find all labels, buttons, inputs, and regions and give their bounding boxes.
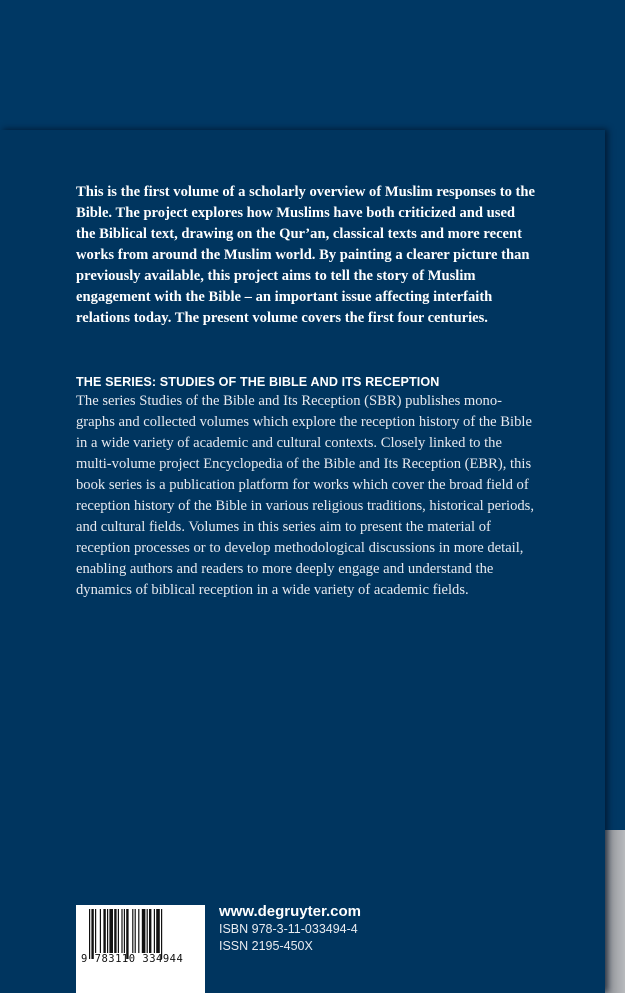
barcode [76, 905, 205, 993]
series-heading: THE SERIES: STUDIES OF THE BIBLE AND ITS RECEPTION [76, 375, 440, 389]
publisher-info [219, 903, 361, 955]
series-description: The series Studies of the Bible and Its Reception (SBR) publishes mono-graphs and collected volumes which explore the reception history of the Bible in a wide variety of academic and cultural contexts. Closely linked to the multi-volume project Encyclopedia of the Bible and Its Reception (EBR), this book series is a publication platform for works which cover the broad field of reception history of the Bible in various religious traditions, historical periods, and cultural fields. Volumes in this series aim to present the material of reception processes or to develop methodological discussions in more detail, enabling authors and readers to more deeply engage and understand the dynamics of biblical reception in a wide variety of academic fields. [76, 393, 534, 598]
background-edge [605, 830, 625, 993]
isbn: ISBN 978-3-11-033494-4 [219, 922, 358, 936]
barcode-bars [89, 909, 192, 959]
issn: ISSN 2195-450X [219, 939, 313, 953]
publisher-url: www.degruyter.com [219, 903, 361, 920]
book-description: This is the first volume of a scholarly overview of Muslim responses to the Bible. The project explores how Muslims have both criticized and used the Biblical text, drawing on the Qur’an, classical texts and more recent works from around the Muslim world. By painting a clearer picture than previously available, this project aims to tell the story of Muslim engagement with the Bible – an important issue affecting interfaith relations today. The present volume covers the first four centuries. [76, 184, 535, 326]
barcode-number: 9 783110 334944 [81, 953, 184, 965]
